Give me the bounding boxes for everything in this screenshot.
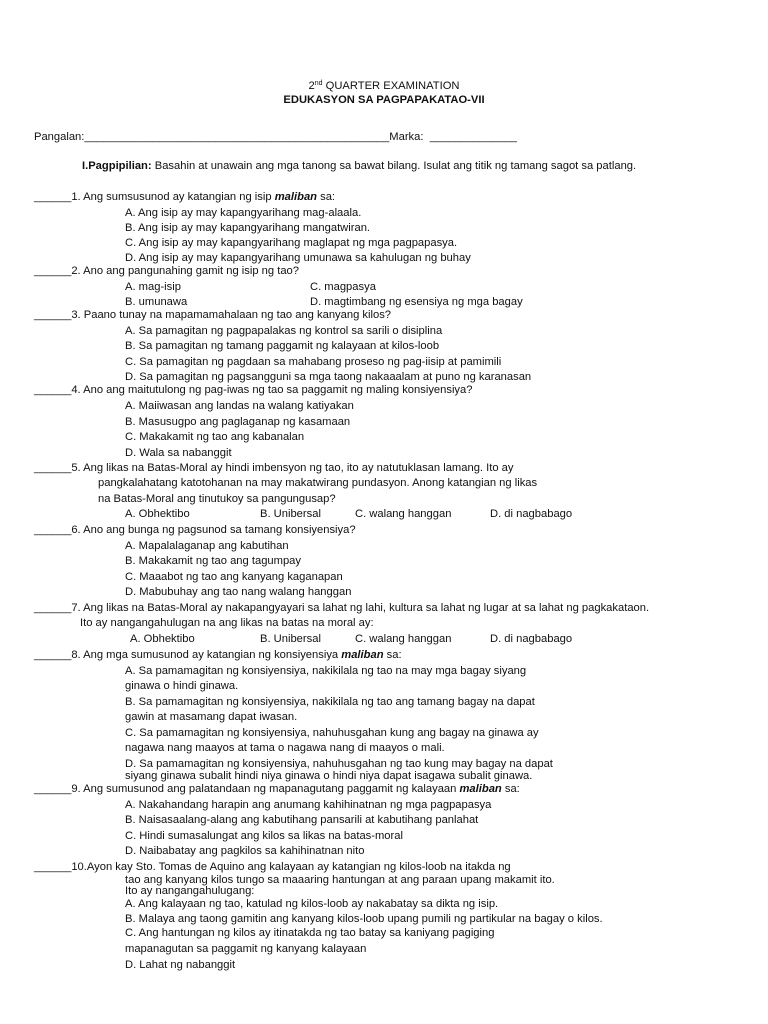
question-4-choice-a: A. Maiiwasan ang landas na walang katiyakan (125, 400, 354, 412)
question-1-emphasis: maliban (274, 191, 317, 203)
question-7-choice-b: B. Unibersal (260, 633, 321, 645)
question-1-choice-a: A. Ang isip ay may kapangyarihang mag-alaala. (125, 207, 362, 219)
question-3-stem: ______3. Paano tunay na mapamamahalaan ng tao ang kanyang kilos? (34, 309, 392, 321)
question-8-stem (34, 648, 402, 662)
instructions-text: Basahin at unawain ang mga tanong sa bawat bilang. Isulat ang titik ng tamang sagot sa patlang. (151, 160, 637, 172)
question-2-stem: ______2. Ano ang pangunahing gamit ng isip ng tao? (34, 265, 299, 277)
question-10-choice-c: C. Ang hantungan ng kilos ay itinatakda ng tao batay sa kaniyang pagiging (125, 927, 495, 939)
question-10-choice-a: A. Ang kalayaan ng tao, katulad ng kilos-loob ay nakabatay sa dikta ng isip. (125, 898, 499, 910)
question-5-choice-a: A. Obhektibo (125, 508, 190, 520)
question-9-text-end: sa: (501, 783, 520, 795)
exam-title (0, 79, 768, 93)
question-5-stem-line-2: pangkalahatang katotohanan na may makatwirang pundasyon. Anong katangian ng likas (98, 477, 538, 489)
question-6-stem: ______6. Ano ang bunga ng pagsunod sa tamang konsiyensiya? (34, 524, 356, 536)
question-8-emphasis: maliban (341, 649, 384, 661)
question-7-choice-c: C. walang hanggan (355, 633, 452, 645)
quarter-ordinal: 2 (308, 80, 315, 92)
question-4-choice-c: C. Makakamit ng tao ang kabanalan (125, 431, 305, 443)
instructions-heading: I.Pagpipilian: (82, 160, 152, 172)
question-3-choice-c: C. Sa pamagitan ng pagdaan sa mahabang proseso ng pag-iisip at pamimili (125, 356, 502, 368)
quarter-ordinal-suffix: nd (314, 80, 323, 87)
name-score-line (34, 130, 517, 144)
question-7-choice-d: D. di nagbabago (490, 633, 573, 645)
question-10-stem: ______10.Ayon kay Sto. Tomas de Aquino ang kalayaan ay katangian ng kilos-loob na itakda ng (34, 861, 511, 873)
question-10-choice-c-cont: mapanagutan sa paggamit ng kanyang kalayaan (125, 943, 367, 955)
subject-title: EDUKASYON SA PAGPAPAKATAO-VII (283, 94, 485, 106)
question-3-choice-d: D. Sa pamagitan ng pagsangguni sa mga taong nakaaalam at puno ng karanasan (125, 371, 532, 383)
question-5-stem-line-3: na Batas-Moral ang tinutukoy sa pangungusap? (98, 493, 336, 505)
exam-header (0, 79, 768, 108)
question-8-choice-a-cont: ginawa o hindi ginawa. (125, 680, 239, 692)
question-5-stem: ______5. Ang likas na Batas-Moral ay hindi imbensyon ng tao, ito ay natutuklasan lamang. Ito ay (34, 462, 514, 474)
question-10-stem-line-2: tao ang kanyang kilos tungo sa maaaring hantungan at ang paraan upang makamit ito. (125, 874, 555, 886)
question-1-text-end: sa: (317, 191, 336, 203)
question-10-choice-d: D. Lahat ng nabanggit (125, 959, 236, 971)
question-9-choice-d: D. Naibabatay ang pagkilos sa kahihinatnan nito (125, 845, 365, 857)
question-7-choice-a: A. Obhektibo (130, 633, 195, 645)
question-1-choice-b: B. Ang isip ay may kapangyarihang mangatwiran. (125, 222, 371, 234)
question-1-stem (34, 190, 335, 204)
question-1-choice-d: D. Ang isip ay may kapangyarihang umunawa sa kahulugan ng buhay (125, 252, 471, 264)
question-6-choice-b: B. Makakamit ng tao ang tagumpay (125, 555, 301, 567)
question-9-emphasis: maliban (459, 783, 502, 795)
question-10-stem-line-3: Ito ay nangangahulugang: (125, 885, 255, 897)
question-8-text: ______8. Ang mga sumusunod ay katangian ng konsiyensiya (34, 649, 342, 661)
question-2-choice-b: B. umunawa (125, 296, 188, 308)
score-blank: ______________ (423, 131, 517, 143)
question-8-text-end: sa: (383, 649, 402, 661)
question-2-choice-a: A. mag-isip (125, 281, 181, 293)
question-6-choice-d: D. Mabubuhay ang tao nang walang hanggan (125, 586, 352, 598)
question-8-choice-c-cont: nagawa nang maayos at tama o nagawa nang di maayos o mali. (125, 742, 445, 754)
question-2-choice-d: D. magtimbang ng esensiya ng mga bagay (310, 296, 523, 308)
question-8-choice-b-cont: gawin at masamang dapat iwasan. (125, 711, 298, 723)
question-1-choice-c: C. Ang isip ay may kapangyarihang maglapat ng mga pagpapasya. (125, 237, 458, 249)
question-6-choice-c: C. Maaabot ng tao ang kanyang kaganapan (125, 571, 343, 583)
question-9-choice-b: B. Naisasaalang-alang ang kabutihang pansarili at kabutihang panlahat (125, 814, 479, 826)
name-label: Pangalan: (34, 131, 85, 143)
question-9-choice-c: C. Hindi sumasalungat ang kilos sa likas na batas-moral (125, 830, 403, 842)
question-9-text: ______9. Ang sumusunod ang palatandaan ng mapanagutang paggamit ng kalayaan (34, 783, 460, 795)
question-9-choice-a: A. Nakahandang harapin ang anumang kahihinatnan ng mga pagpapasya (125, 799, 492, 811)
exam-title-text: QUARTER EXAMINATION (322, 80, 460, 92)
instructions (82, 159, 636, 173)
question-4-choice-b: B. Masusugpo ang paglaganap ng kasamaan (125, 416, 351, 428)
question-5-choice-d: D. di nagbabago (490, 508, 573, 520)
question-7-stem-line-2: Ito ay nangangahulugan na ang likas na batas na moral ay: (80, 617, 374, 629)
question-2-choice-c: C. magpasya (310, 281, 376, 293)
question-3-choice-a: A. Sa pamagitan ng pagpapalakas ng kontrol sa sarili o disiplina (125, 325, 443, 337)
question-8-choice-a: A. Sa pamamagitan ng konsiyensiya, nakikilala ng tao na may mga bagay siyang (125, 665, 527, 677)
question-5-choice-c: C. walang hanggan (355, 508, 452, 520)
question-6-choice-a: A. Mapalalaganap ang kabutihan (125, 540, 289, 552)
question-8-choice-d: D. Sa pamamagitan ng konsiyensiya, nahuhusgahan ng tao kung may bagay na dapat (125, 758, 553, 770)
question-9-stem (34, 782, 520, 796)
question-8-choice-d-cont: siyang ginawa subalit hindi niya ginawa o hindi niya dapat isagawa subalit ginawa. (125, 770, 533, 782)
question-3-choice-b: B. Sa pamagitan ng tamang paggamit ng kalayaan at kilos-loob (125, 340, 440, 352)
question-5-choice-b: B. Unibersal (260, 508, 321, 520)
question-10-choice-b: B. Malaya ang taong gamitin ang kanyang kilos-loob upang pumili ng partikular na bagay o kilos. (125, 913, 603, 925)
question-1-text: ______1. Ang sumsusunod ay katangian ng isip (34, 191, 275, 203)
score-label: Marka: (389, 131, 424, 143)
question-4-stem: ______4. Ano ang maitutulong ng pag-iwas ng tao sa paggamit ng maling konsiyensiya? (34, 384, 473, 396)
question-8-choice-b: B. Sa pamamagitan ng konsiyensiya, nakikilala ng tao ang tamang bagay na dapat (125, 696, 535, 708)
question-8-choice-c: C. Sa pamamagitan ng konsiyensiya, nahuhusgahan kung ang bagay na ginawa ay (125, 727, 539, 739)
question-7-stem: ______7. Ang likas na Batas-Moral ay nakapangyayari sa lahat ng lahi, kultura sa lahat ng lugar at sa lahat ng pagkakataon. (34, 602, 650, 614)
question-4-choice-d: D. Wala sa nabanggit (125, 447, 232, 459)
name-blank: _________________________________________________ (84, 131, 390, 143)
